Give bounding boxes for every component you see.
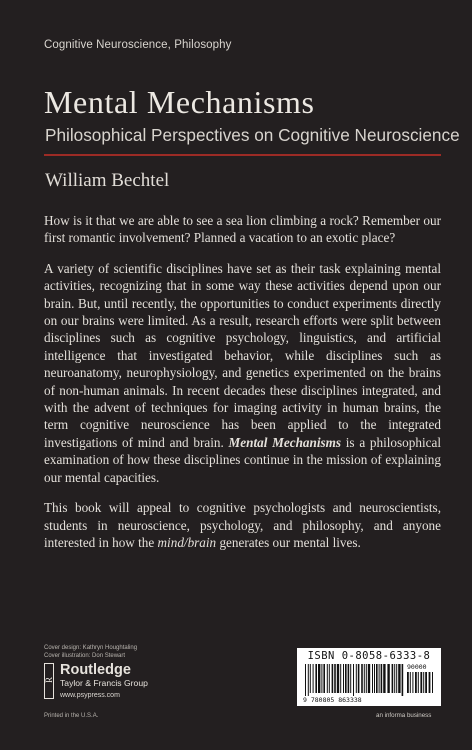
accent-divider: [44, 154, 441, 156]
barcode-bar: [364, 664, 365, 693]
category-label: Cognitive Neuroscience, Philosophy: [44, 39, 232, 51]
barcode-bar: [318, 664, 320, 693]
blurb-paragraph-2: [44, 260, 441, 486]
barcode-bar: [310, 664, 311, 693]
barcode-bar: [329, 664, 330, 693]
barcode-bar: [305, 664, 306, 696]
publisher-block: [60, 663, 148, 688]
price-code: 90000: [407, 664, 427, 671]
barcode-bar: [379, 664, 380, 693]
barcode-bar: [337, 664, 339, 693]
barcode-bar: [313, 664, 314, 693]
blurb-text: [44, 212, 441, 564]
barcode-bar: [402, 664, 404, 696]
barcode-bar: [368, 664, 370, 693]
barcode-bar: [429, 672, 431, 693]
blurb-paragraph-3: [44, 499, 441, 551]
blurb-paragraph-2-part-b: is a philosophical examination of how these disciplines continue in the mission of explaining our mental capacities.: [44, 434, 441, 485]
barcode-bar: [415, 672, 417, 693]
barcode-bar: [376, 664, 378, 693]
printed-in-label: Printed in the U.S.A.: [44, 713, 99, 719]
barcode-bar: [420, 672, 422, 693]
barcode-bar: [345, 664, 347, 693]
cover-illustration-credit: Cover illustration: Don Stewart: [44, 652, 126, 659]
barcode-bar: [372, 664, 373, 693]
barcode-bar: [398, 664, 400, 693]
barcode-bar: [350, 664, 351, 693]
blurb-title-emphasis: Mental Mechanisms: [228, 434, 342, 450]
blurb-paragraph-1: How is it that we are able to see a sea lion climbing a rock? Remember our first romantic involvement? Planned a vacation to an exotic place?: [44, 213, 441, 246]
barcode-bar: [308, 664, 309, 696]
barcode-bar: [348, 664, 350, 693]
book-title: Mental Mechanisms: [44, 84, 315, 120]
barcode-bar: [412, 672, 413, 693]
barcode-bar: [387, 664, 389, 693]
barcode-bar: [374, 664, 375, 693]
barcode-bar: [396, 664, 397, 693]
publisher-website: www.psypress.com: [60, 692, 120, 699]
cover-design-credit: Cover design: Kathryn Houghtaling: [44, 645, 138, 651]
blurb-paragraph-3-text: This book will appeal to cognitive psychologists and neuroscientists, students in neuroscience, psychology, and philosophy, and anyone interested in how the mind/brain generates our mental lives.: [44, 500, 441, 550]
barcode-bar: [356, 664, 357, 693]
barcode-box: [297, 648, 441, 706]
barcode-bar: [323, 664, 325, 693]
barcode-bar: [425, 672, 427, 693]
barcode-bar: [353, 664, 354, 696]
barcode-bar: [332, 664, 334, 693]
author-name: William Bechtel: [45, 170, 170, 191]
barcode-bar: [334, 664, 336, 693]
barcode-bar: [392, 664, 394, 693]
barcode-bar: [407, 672, 409, 693]
isbn-label: ISBN 0-8058-6333-8: [307, 650, 431, 662]
ean-number: 9 780805 863338: [303, 696, 362, 704]
barcode-bar: [383, 664, 385, 693]
barcode-bar: [410, 672, 411, 693]
barcode-bar: [321, 664, 322, 693]
barcode-bar: [418, 672, 419, 693]
barcode-bar: [361, 664, 363, 693]
barcode-bar: [315, 664, 317, 693]
barcode-bar: [343, 664, 344, 693]
barcode-bar: [358, 664, 360, 693]
barcode-bar: [327, 664, 328, 693]
publisher-name: Routledge: [60, 662, 131, 678]
barcode-bar: [394, 664, 395, 693]
barcode-bar: [423, 672, 424, 693]
barcode-bar: [432, 672, 433, 693]
barcode-bar: [366, 664, 367, 693]
barcode-bar: [340, 664, 341, 693]
publisher-group: Taylor & Francis Group: [60, 678, 148, 688]
cover-credits: [44, 645, 137, 660]
mind-brain-emphasis: mind/brain: [157, 534, 217, 550]
book-subtitle: Philosophical Perspectives on Cognitive Neuroscience: [45, 125, 460, 145]
routledge-logo-icon: [44, 663, 54, 699]
barcode-icon: [303, 664, 435, 704]
informa-tagline: an informa business: [376, 712, 432, 719]
barcode-bar: [381, 664, 383, 693]
blurb-paragraph-2-part-a: A variety of scientific disciplines have set as their task explaining mental activities, recognizing that in some way these activities depend upon our brain. But, until recently, the opportunities to conduct experiments directly on our brains were limited. As a result, research efforts were split between disciplines such as cognitive psychology, linguistics, and artificial intelligence that investigated behavior, while disciplines such as neuroanatomy, neurophysiology, and genetics experimented on the brains of non-human animals. In recent decades these disciplines integrated, and with the advent of techniques for imaging activity in human brains, the term cognitive neuroscience has been applied to the integrated investigations of mind and brain.: [44, 260, 441, 450]
